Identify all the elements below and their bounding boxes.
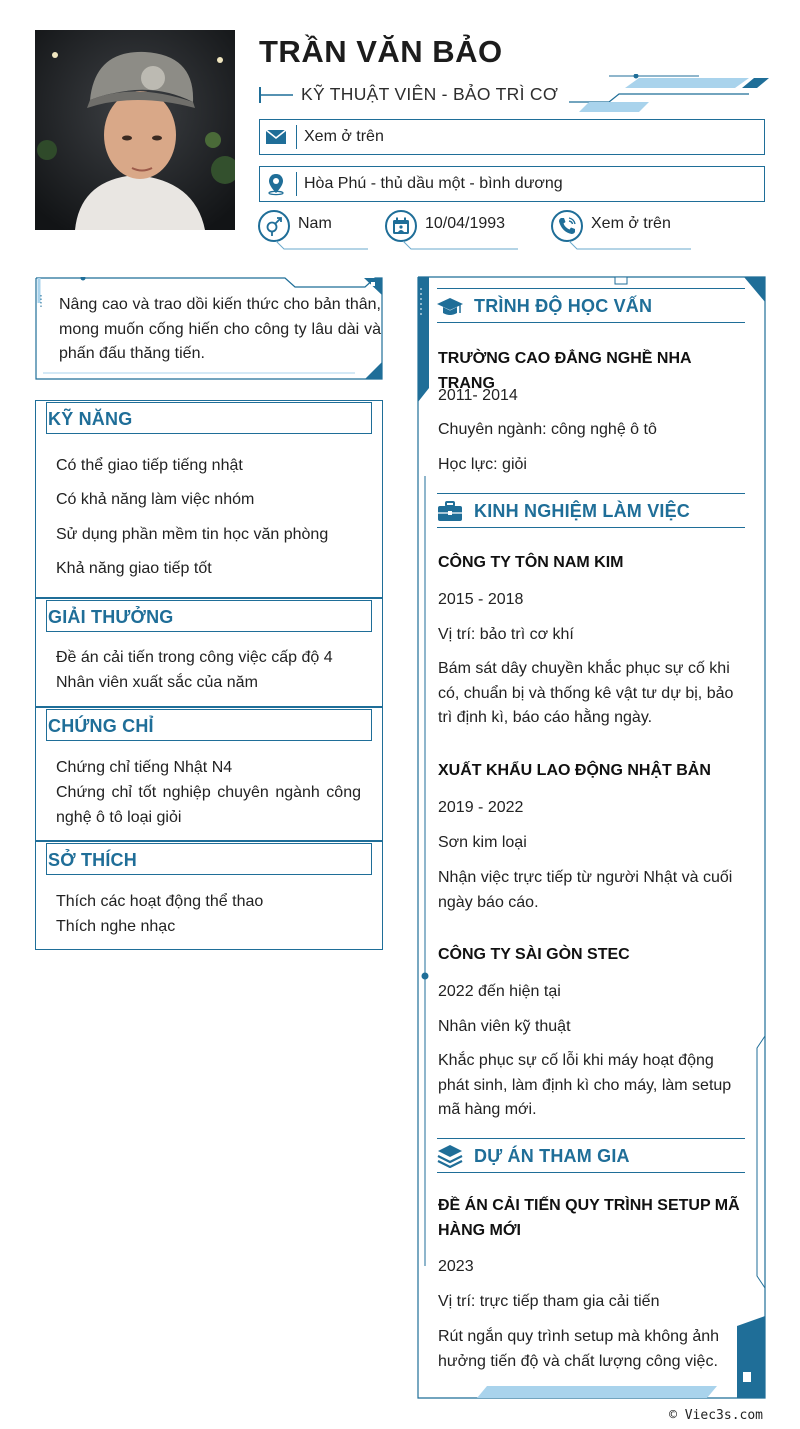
title-decoration bbox=[569, 74, 769, 114]
objective-text: Nâng cao và trao dồi kiến thức cho bản thân, mong muốn cống hiến cho công ty lâu dài và phấn đấu thăng tiến. bbox=[59, 296, 381, 362]
envelope-icon bbox=[264, 125, 288, 149]
email-value: Xem ở trên bbox=[304, 128, 384, 145]
job-description: Nhận việc trực tiếp từ người Nhật và cuối ngày báo cáo. bbox=[438, 869, 733, 911]
job-description: Khắc phục sự cố lỗi khi máy hoạt động phát sinh, làm định kì cho máy, làm setup mã hàng mới. bbox=[438, 1052, 732, 1118]
education-grade: Học lực: giỏi bbox=[438, 456, 527, 473]
certificates-title: CHỨNG CHỈ bbox=[48, 716, 154, 736]
phone-info bbox=[551, 210, 691, 254]
list-item: Thích các hoạt động thể thao bbox=[56, 893, 264, 910]
project-role: Vị trí: trực tiếp tham gia cải tiến bbox=[438, 1293, 660, 1310]
skills-section bbox=[35, 400, 383, 598]
layers-icon bbox=[437, 1144, 463, 1168]
hobbies-section bbox=[35, 841, 383, 950]
list-item: Khả năng giao tiếp tốt bbox=[56, 560, 212, 577]
list-item: Đề án cải tiến trong công việc cấp độ 4 bbox=[56, 649, 333, 666]
gender-icon bbox=[264, 216, 284, 236]
birthday-value: 10/04/1993 bbox=[425, 215, 506, 232]
list-item: Chứng chỉ tiếng Nhật N4 bbox=[56, 759, 233, 776]
job-position: Vị trí: bảo trì cơ khí bbox=[438, 626, 574, 643]
address-value: Hòa Phú - thủ dầu một - bình dương bbox=[304, 175, 563, 192]
education-school: TRƯỜNG CAO ĐẲNG NGHỀ NHA TRANG bbox=[438, 350, 691, 392]
job-position: Sơn kim loại bbox=[438, 834, 527, 851]
footer-credit: © Viec3s.com bbox=[669, 1408, 763, 1423]
job-title-row bbox=[259, 80, 769, 110]
gender-info bbox=[258, 210, 368, 254]
list-item: Nhân viên xuất sắc của năm bbox=[56, 674, 258, 691]
candidate-name: TRẦN VĂN BẢO bbox=[259, 34, 503, 69]
job-title: KỸ THUẬT VIÊN - BẢO TRÌ CƠ bbox=[301, 84, 559, 104]
list-item: Thích nghe nhạc bbox=[56, 918, 176, 935]
education-header bbox=[437, 288, 745, 323]
calendar-icon bbox=[391, 216, 411, 236]
job-description: Bám sát dây chuyền khắc phục sự cố khi có, chuẩn bị và thống kê vật tư dự bị, bảo trì định kì, báo cáo hằng ngày. bbox=[438, 660, 734, 726]
list-item: Có khả năng làm việc nhóm bbox=[56, 491, 255, 508]
title-marker-icon bbox=[259, 87, 293, 103]
education-period: 2011- 2014 bbox=[438, 387, 518, 404]
projects-header bbox=[437, 1138, 745, 1173]
phone-value: Xem ở trên bbox=[591, 215, 671, 232]
email-box bbox=[259, 119, 765, 155]
job-period: 2019 - 2022 bbox=[438, 799, 524, 816]
list-item: Chứng chỉ tốt nghiệp chuyên ngành công nghệ ô tô loại giỏi bbox=[56, 784, 361, 826]
job-period: 2022 đến hiện tại bbox=[438, 983, 561, 1000]
profile-photo bbox=[35, 30, 235, 230]
experience-title: KINH NGHIỆM LÀM VIỆC bbox=[474, 501, 691, 521]
phone-icon bbox=[557, 216, 577, 236]
birthday-info bbox=[385, 210, 520, 254]
education-title: TRÌNH ĐỘ HỌC VẤN bbox=[474, 296, 653, 316]
projects-title: DỰ ÁN THAM GIA bbox=[474, 1146, 630, 1166]
education-major: Chuyên ngành: công nghệ ô tô bbox=[438, 421, 657, 438]
hobbies-title: SỞ THÍCH bbox=[48, 850, 137, 870]
certificates-section bbox=[35, 707, 383, 841]
address-box bbox=[259, 166, 765, 202]
experience-header bbox=[437, 493, 745, 528]
list-item: Sử dụng phần mềm tin học văn phòng bbox=[56, 526, 329, 543]
gender-value: Nam bbox=[298, 215, 332, 232]
skills-title: KỸ NĂNG bbox=[48, 409, 133, 429]
project-name: ĐỀ ÁN CẢI TIẾN QUY TRÌNH SETUP MÃ HÀNG MỚI bbox=[438, 1197, 740, 1239]
location-pin-icon bbox=[264, 172, 288, 196]
objective-box bbox=[35, 277, 383, 380]
job-company: CÔNG TY TÔN NAM KIM bbox=[438, 554, 624, 571]
project-year: 2023 bbox=[438, 1258, 474, 1275]
project-description: Rút ngắn quy trình setup mà không ảnh hưởng tiến độ và chất lượng công việc. bbox=[438, 1328, 720, 1370]
job-period: 2015 - 2018 bbox=[438, 591, 524, 608]
graduation-cap-icon bbox=[437, 294, 463, 318]
job-company: XUẤT KHẨU LAO ĐỘNG NHẬT BẢN bbox=[438, 762, 711, 779]
awards-section bbox=[35, 598, 383, 707]
job-company: CÔNG TY SÀI GÒN STEC bbox=[438, 946, 630, 963]
awards-title: GIẢI THƯỞNG bbox=[48, 607, 174, 627]
briefcase-icon bbox=[437, 499, 463, 523]
list-item: Có thể giao tiếp tiếng nhật bbox=[56, 457, 243, 474]
job-position: Nhân viên kỹ thuật bbox=[438, 1018, 571, 1035]
